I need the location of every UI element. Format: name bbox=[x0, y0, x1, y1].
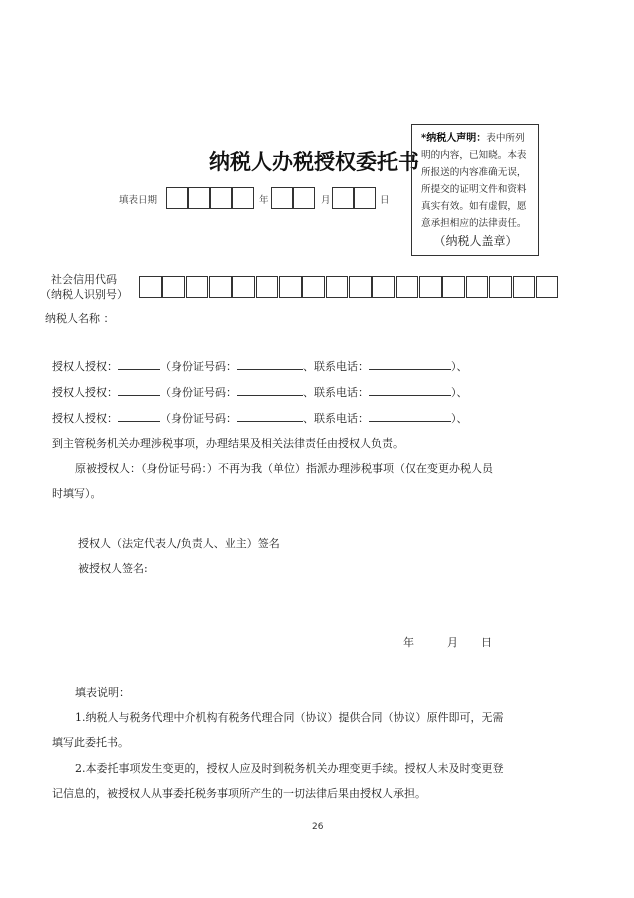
authorized-person-blank[interactable] bbox=[118, 412, 160, 422]
authorization-line bbox=[52, 384, 468, 400]
credit-code-digit-box[interactable] bbox=[442, 276, 465, 298]
year-digit-box[interactable] bbox=[210, 187, 232, 209]
credit-code-digit-box[interactable] bbox=[139, 276, 162, 298]
month-digit-box[interactable] bbox=[293, 187, 315, 209]
authorization-prefix: 授权人授权： bbox=[52, 360, 118, 373]
document-title: 纳税人办税授权委托书 bbox=[209, 150, 419, 174]
credit-code-digit-box[interactable] bbox=[302, 276, 325, 298]
month-unit-label: 月 bbox=[321, 195, 331, 206]
authorization-line bbox=[52, 410, 468, 426]
authorization-prefix: 授权人授权： bbox=[52, 386, 118, 399]
authorization-line bbox=[52, 358, 468, 374]
instructions-heading: 填表说明： bbox=[75, 686, 130, 699]
taxpayer-declaration-box bbox=[411, 124, 539, 256]
former-authorized-line2: 时填写）。 bbox=[52, 487, 102, 500]
phone-blank[interactable] bbox=[369, 386, 451, 396]
phone-label: 、联系电话： bbox=[303, 360, 369, 373]
day-digit-box[interactable] bbox=[354, 187, 376, 209]
credit-code-digit-box[interactable] bbox=[419, 276, 442, 298]
year-unit-label: 年 bbox=[259, 195, 269, 206]
day-digit-box[interactable] bbox=[332, 187, 354, 209]
authorizer-signature-label: 授权人（法定代表人/负责人、业主）签名 bbox=[78, 537, 280, 550]
declaration-body: 表中所列明的内容，已知晓。本表所报送的内容准确无误，所提交的证明文件和资料真实有效。如有虚假，愿意承担相应的法律责任。 bbox=[421, 133, 527, 229]
credit-code-digit-box[interactable] bbox=[162, 276, 185, 298]
phone-blank[interactable] bbox=[369, 412, 451, 422]
instruction-item-1-line2: 填写此委托书。 bbox=[52, 736, 129, 749]
authorized-person-blank[interactable] bbox=[118, 360, 160, 370]
instruction-item-2-line2: 记信息的，被授权人从事委托税务事项所产生的一切法律后果由授权人承担。 bbox=[52, 787, 426, 800]
credit-code-digit-box[interactable] bbox=[279, 276, 302, 298]
credit-code-digit-box[interactable] bbox=[372, 276, 395, 298]
instruction-item-2-line1: 2.本委托事项发生变更的，授权人应及时到税务机关办理变更手续。授权人未及时变更登 bbox=[75, 762, 504, 775]
authorization-prefix: 授权人授权： bbox=[52, 412, 118, 425]
credit-code-boxes[interactable] bbox=[139, 276, 559, 298]
id-number-blank[interactable] bbox=[237, 412, 303, 422]
credit-code-digit-box[interactable] bbox=[186, 276, 209, 298]
declaration-text bbox=[421, 130, 530, 232]
id-number-blank[interactable] bbox=[237, 386, 303, 396]
month-digit-box[interactable] bbox=[271, 187, 293, 209]
credit-code-digit-box[interactable] bbox=[232, 276, 255, 298]
id-number-label: （身份证号码： bbox=[160, 360, 237, 373]
credit-code-digit-box[interactable] bbox=[349, 276, 372, 298]
id-number-blank[interactable] bbox=[237, 360, 303, 370]
id-number-label: （身份证号码： bbox=[160, 412, 237, 425]
line-suffix: ）、 bbox=[451, 412, 468, 425]
credit-code-digit-box[interactable] bbox=[466, 276, 489, 298]
authorized-person-blank[interactable] bbox=[118, 386, 160, 396]
credit-code-label-line2: （纳税人识别号） bbox=[40, 288, 128, 301]
sign-date-year: 年 bbox=[403, 636, 414, 649]
phone-blank[interactable] bbox=[369, 360, 451, 370]
credit-code-digit-box[interactable] bbox=[489, 276, 512, 298]
credit-code-digit-box[interactable] bbox=[256, 276, 279, 298]
sign-date-day: 日 bbox=[481, 636, 492, 649]
declaration-heading: *纳税人声明： bbox=[421, 133, 487, 144]
year-digit-box[interactable] bbox=[188, 187, 210, 209]
instruction-item-1-line1: 1.纳税人与税务代理中介机构有税务代理合同（协议）提供合同（协议）原件即可，无需 bbox=[75, 711, 504, 724]
phone-label: 、联系电话： bbox=[303, 386, 369, 399]
taxpayer-seal-label: （纳税人盖章） bbox=[433, 234, 518, 248]
fill-date-month-boxes[interactable] bbox=[271, 187, 315, 209]
fill-date-year-boxes[interactable] bbox=[166, 187, 254, 209]
year-digit-box[interactable] bbox=[166, 187, 188, 209]
fill-date-label: 填表日期 bbox=[119, 195, 158, 206]
former-authorized-line1: 原被授权人：（身份证号码：）不再为我（单位）指派办理涉税事项（仅在变更办税人员 bbox=[75, 462, 493, 475]
credit-code-label-line1: 社会信用代码 bbox=[51, 273, 117, 286]
id-number-label: （身份证号码： bbox=[160, 386, 237, 399]
page-number: 26 bbox=[312, 822, 324, 832]
authorized-signature-label: 被授权人签名: bbox=[78, 562, 148, 575]
credit-code-label bbox=[40, 272, 128, 302]
credit-code-digit-box[interactable] bbox=[326, 276, 349, 298]
taxpayer-name-label: 纳税人名称 ： bbox=[45, 312, 115, 325]
phone-label: 、联系电话： bbox=[303, 412, 369, 425]
credit-code-digit-box[interactable] bbox=[536, 276, 559, 298]
line-suffix: ）、 bbox=[451, 360, 468, 373]
credit-code-digit-box[interactable] bbox=[209, 276, 232, 298]
credit-code-digit-box[interactable] bbox=[513, 276, 536, 298]
day-unit-label: 日 bbox=[380, 195, 390, 206]
fill-date-day-boxes[interactable] bbox=[332, 187, 376, 209]
sign-date-month: 月 bbox=[447, 636, 458, 649]
line-suffix: ）、 bbox=[451, 386, 468, 399]
credit-code-digit-box[interactable] bbox=[396, 276, 419, 298]
year-digit-box[interactable] bbox=[232, 187, 254, 209]
responsibility-text: 到主管税务机关办理涉税事项，办理结果及相关法律责任由授权人负责。 bbox=[52, 437, 404, 450]
